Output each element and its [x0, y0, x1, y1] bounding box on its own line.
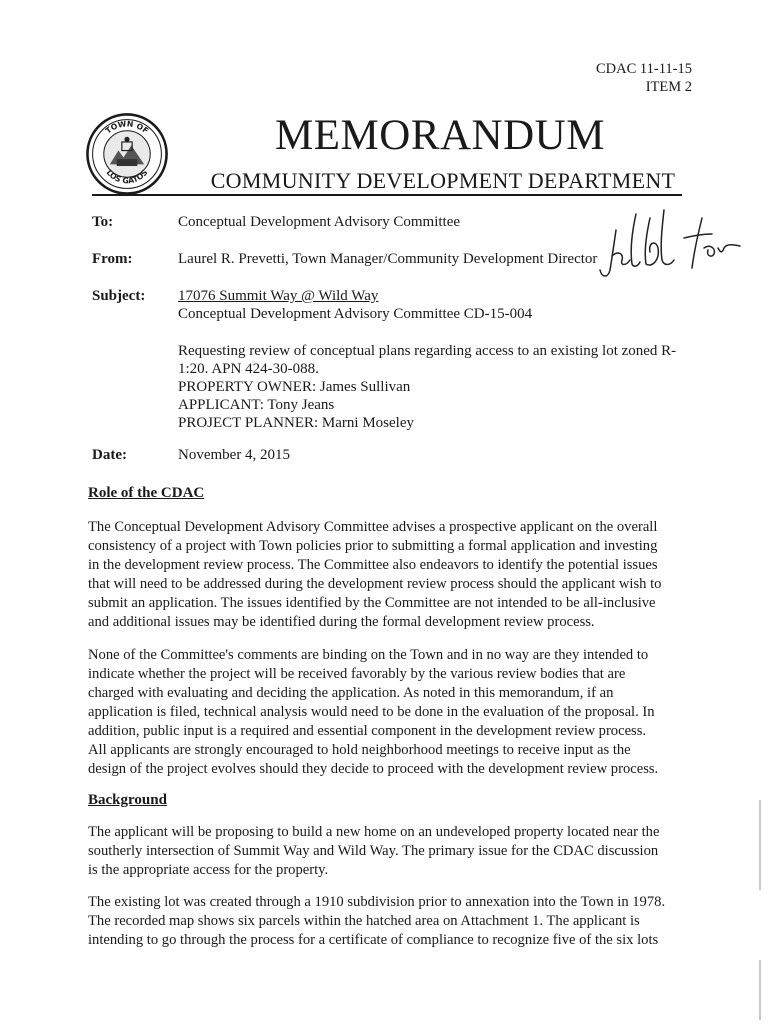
- from-label: From:: [92, 251, 133, 267]
- request-line: 1:20. APN 424-30-088.: [178, 361, 319, 377]
- applicant: APPLICANT: Tony Jeans: [178, 397, 335, 413]
- to-value: Conceptual Development Advisory Committee: [178, 214, 461, 230]
- paragraph-line: southerly intersection of Summit Way and Wild Way. The primary issue for the CDAC discussion: [88, 843, 659, 859]
- paragraph-line: None of the Committee's comments are binding on the Town and in no way are they intended to: [88, 647, 649, 663]
- project-planner: PROJECT PLANNER: Marni Moseley: [178, 415, 414, 431]
- property-owner: PROPERTY OWNER: James Sullivan: [178, 379, 411, 395]
- date-value: November 4, 2015: [178, 447, 291, 463]
- paragraph-line: indicate whether the project will be received favorably by the various review bodies that are: [88, 666, 626, 682]
- subject-label: Subject:: [92, 288, 146, 304]
- paragraph-line: The Conceptual Development Advisory Committee advises a prospective applicant on the overall: [88, 519, 658, 535]
- section-heading-role: Role of the CDAC: [88, 485, 205, 501]
- header-divider: [92, 194, 682, 196]
- paragraph-line: is the appropriate access for the property.: [88, 862, 329, 878]
- paragraph-line: design of the project evolves should they decide to proceed with the development review process.: [88, 761, 659, 777]
- background-paragraph-2: [88, 893, 680, 950]
- request-line: Requesting review of conceptual plans regarding access to an existing lot zoned R-: [178, 343, 677, 359]
- paragraph-line: in the development review process. The Committee also endeavors to identify the potential issues: [88, 557, 658, 573]
- memo-title: MEMORANDUM: [275, 112, 605, 159]
- svg-text:LOS GATOS: LOS GATOS: [104, 167, 150, 186]
- paragraph-line: The recorded map shows six parcels within the hatched area on Attachment 1. The applicant is: [88, 913, 640, 929]
- role-paragraph-1: [88, 518, 680, 632]
- paragraph-line: addition, public input is a required and essential component in the development review process.: [88, 723, 647, 739]
- paragraph-line: intending to go through the process for a certificate of compliance to recognize five of the six lots: [88, 932, 659, 948]
- paragraph-line: consistency of a project with Town policies prior to submitting a formal application and investing: [88, 538, 658, 554]
- date-label: Date:: [92, 447, 127, 463]
- role-paragraph-2: [88, 646, 680, 779]
- from-value: Laurel R. Prevetti, Town Manager/Community Development Director: [178, 251, 598, 267]
- subject-case-number: Conceptual Development Advisory Committee CD-15-004: [178, 306, 533, 322]
- paragraph-line: application is filed, technical analysis would need to be done in the evaluation of the proposal. In: [88, 704, 655, 720]
- scan-edge-mark: [759, 960, 761, 1020]
- paragraph-line: and additional issues may be identified during the formal development review process.: [88, 614, 595, 630]
- agenda-item-number: ITEM 2: [645, 79, 692, 95]
- paragraph-line: The existing lot was created through a 1910 subdivision prior to annexation into the Town in 1978.: [88, 894, 666, 910]
- paragraph-line: The applicant will be proposing to build a new home on an undeveloped property located near the: [88, 824, 660, 840]
- paragraph-line: submit an application. The issues identified by the Committee are not intended to be all-inclusive: [88, 595, 656, 611]
- background-paragraph-1: [88, 823, 680, 880]
- paragraph-line: charged with evaluating and deciding the application. As noted in this memorandum, if an: [88, 685, 614, 701]
- section-heading-background: Background: [88, 792, 167, 808]
- scan-edge-mark: [759, 800, 761, 890]
- svg-text:TOWN OF: TOWN OF: [103, 119, 151, 136]
- town-seal-icon: [84, 111, 170, 197]
- paragraph-line: All applicants are strongly encouraged to hold neighborhood meetings to receive input as the: [88, 742, 631, 758]
- department-name: COMMUNITY DEVELOPMENT DEPARTMENT: [210, 168, 676, 193]
- to-label: To:: [92, 214, 114, 230]
- handwritten-signature: [596, 208, 746, 286]
- document-reference-code: CDAC 11-11-15: [596, 61, 692, 77]
- paragraph-line: that will need to be addressed during the development review process should the applicant wish to: [88, 576, 662, 592]
- subject-address: 17076 Summit Way @ Wild Way: [178, 288, 379, 304]
